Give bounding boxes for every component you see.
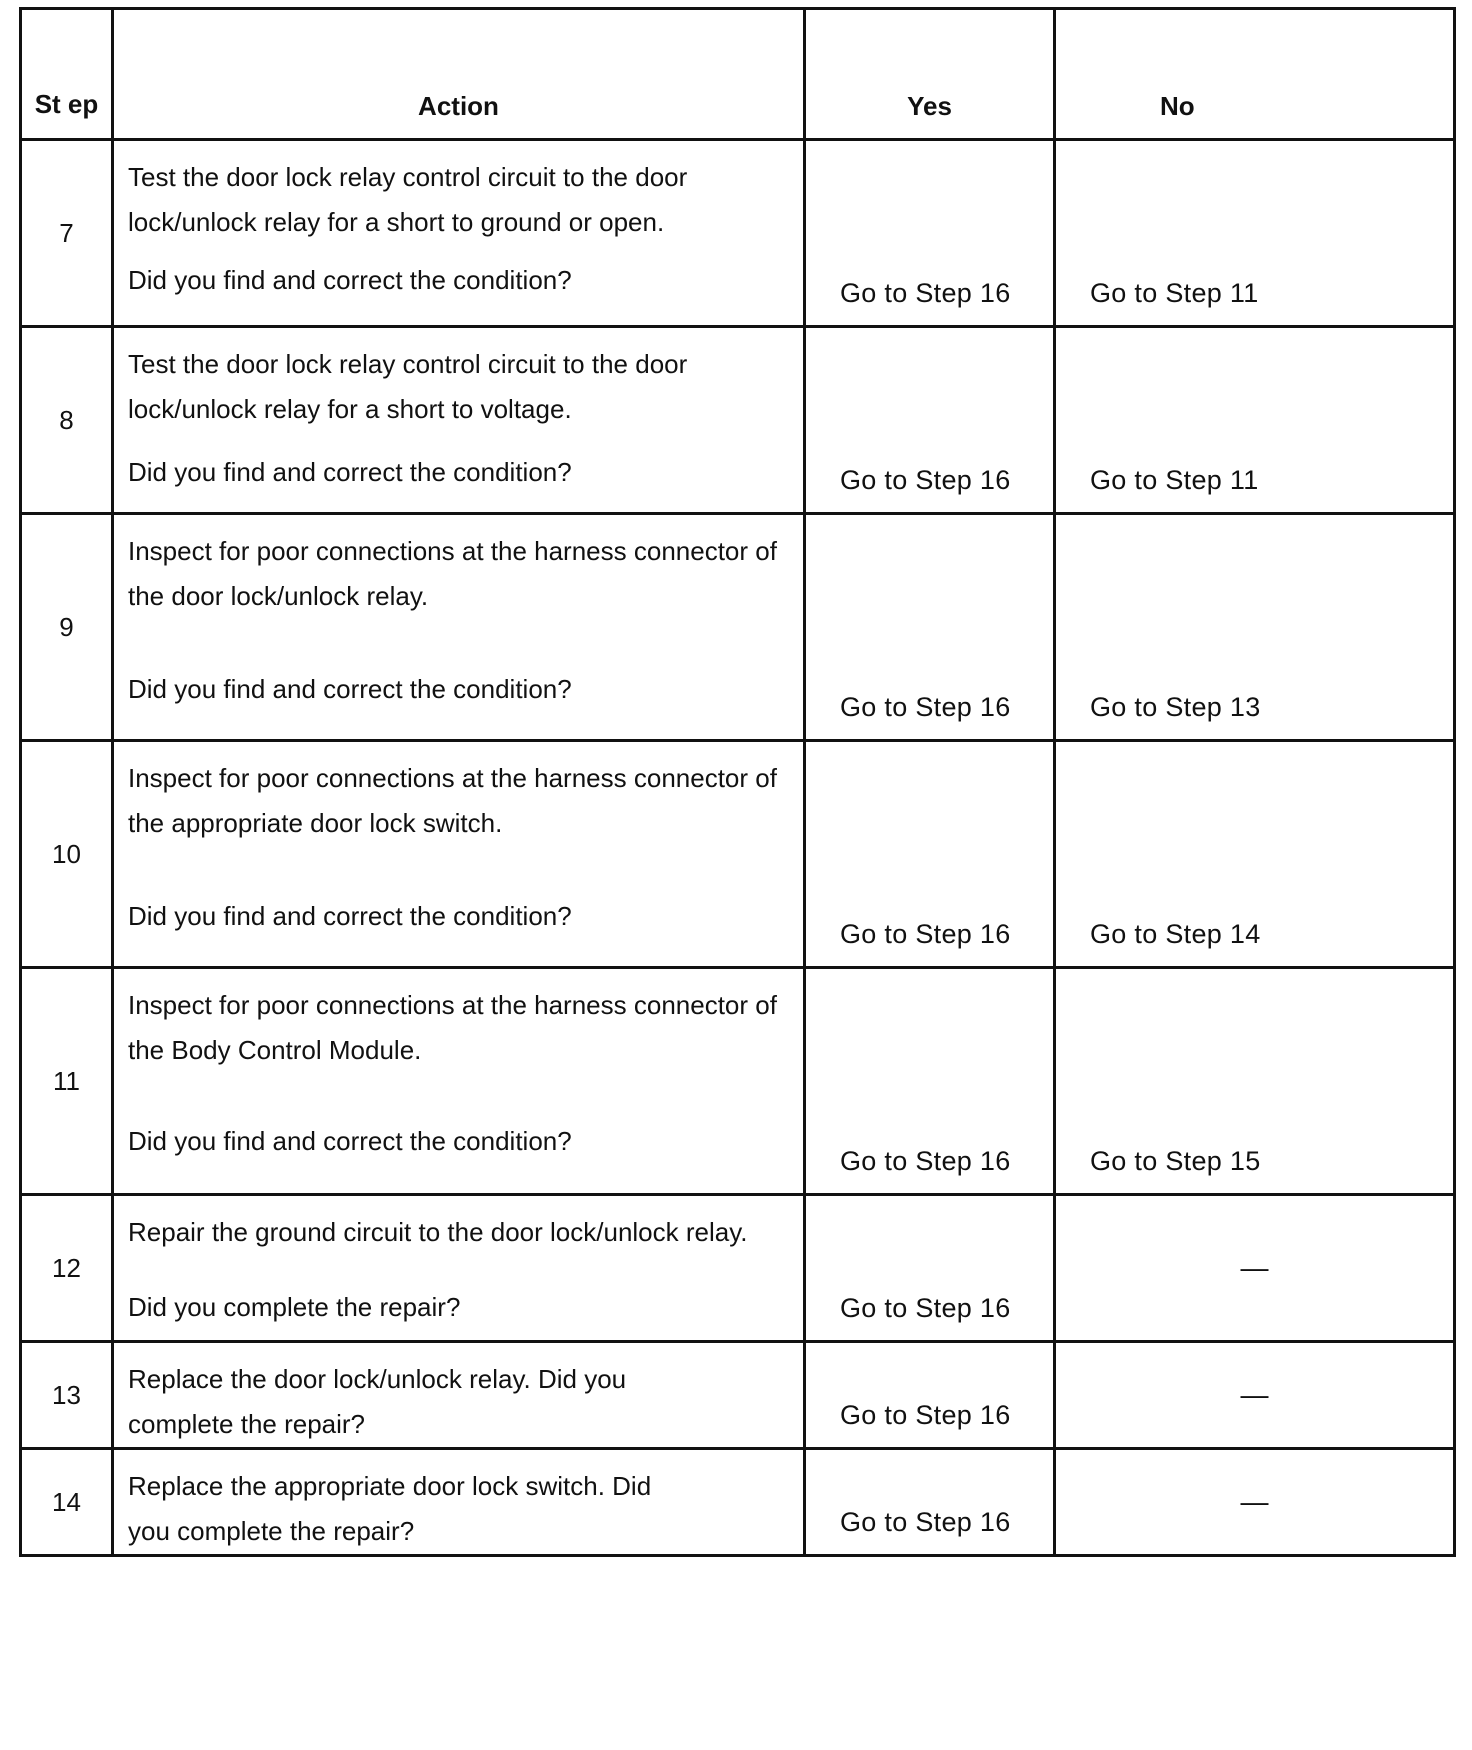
action-question: Did you find and correct the condition?: [128, 901, 572, 931]
step-number: 9: [21, 514, 113, 741]
yes-result: Go to Step 16: [805, 140, 1055, 327]
table-row: [21, 140, 1455, 327]
no-result: Go to Step 11: [1055, 327, 1455, 514]
table-row: [21, 968, 1455, 1195]
table-row: [21, 1195, 1455, 1342]
action-text: Inspect for poor connections at the harness connector of the door lock/unlock relay.: [128, 536, 777, 611]
no-result: Go to Step 11: [1055, 140, 1455, 327]
action-header: Action: [113, 9, 805, 140]
action-cell: [113, 514, 805, 741]
no-result: —: [1055, 1342, 1455, 1449]
action-cell: [113, 968, 805, 1195]
action-cell: [113, 1449, 805, 1556]
action-cell: [113, 741, 805, 968]
action-text: Test the door lock relay control circuit to the door lock/unlock relay for a short to ground or open.: [128, 162, 688, 237]
action-question: Did you find and correct the condition?: [128, 674, 572, 704]
diagnostic-table: [19, 7, 1456, 1557]
action-cell: [113, 327, 805, 514]
yes-result: Go to Step 16: [805, 741, 1055, 968]
action-text: Inspect for poor connections at the harness connector of the appropriate door lock switch.: [128, 763, 777, 838]
action-text: Inspect for poor connections at the harness connector of the Body Control Module.: [128, 990, 777, 1065]
step-number: 8: [21, 327, 113, 514]
no-result: Go to Step 14: [1055, 741, 1455, 968]
step-header: St ep: [21, 9, 113, 140]
step-number: 7: [21, 140, 113, 327]
yes-result: Go to Step 16: [805, 1449, 1055, 1556]
yes-result: Go to Step 16: [805, 1342, 1055, 1449]
step-number: 13: [21, 1342, 113, 1449]
action-text: Replace the appropriate door lock switch. Did you complete the repair?: [128, 1471, 652, 1546]
diagnostic-table-container: [19, 7, 1453, 1557]
step-number: 14: [21, 1449, 113, 1556]
action-question: Did you find and correct the condition?: [128, 265, 572, 295]
no-result: —: [1055, 1449, 1455, 1556]
action-text: Test the door lock relay control circuit to the door lock/unlock relay for a short to voltage.: [128, 349, 688, 424]
header-row: [21, 9, 1455, 140]
action-text: Repair the ground circuit to the door lock/unlock relay.: [128, 1217, 748, 1247]
yes-result: Go to Step 16: [805, 1195, 1055, 1342]
action-question: Did you complete the repair?: [128, 1292, 461, 1322]
action-cell: [113, 1342, 805, 1449]
yes-result: Go to Step 16: [805, 327, 1055, 514]
table-row: [21, 1342, 1455, 1449]
step-number: 12: [21, 1195, 113, 1342]
table-row: [21, 741, 1455, 968]
yes-header: Yes: [805, 9, 1055, 140]
action-text: Replace the door lock/unlock relay. Did you complete the repair?: [128, 1364, 627, 1439]
action-question: Did you find and correct the condition?: [128, 1126, 572, 1156]
yes-result: Go to Step 16: [805, 514, 1055, 741]
table-row: [21, 1449, 1455, 1556]
yes-result: Go to Step 16: [805, 968, 1055, 1195]
action-cell: [113, 1195, 805, 1342]
action-cell: [113, 140, 805, 327]
step-number: 10: [21, 741, 113, 968]
table-row: [21, 514, 1455, 741]
no-header: No: [1055, 9, 1455, 140]
no-result: Go to Step 13: [1055, 514, 1455, 741]
step-number: 11: [21, 968, 113, 1195]
table-row: [21, 327, 1455, 514]
no-result: —: [1055, 1195, 1455, 1342]
no-result: Go to Step 15: [1055, 968, 1455, 1195]
action-question: Did you find and correct the condition?: [128, 457, 572, 487]
